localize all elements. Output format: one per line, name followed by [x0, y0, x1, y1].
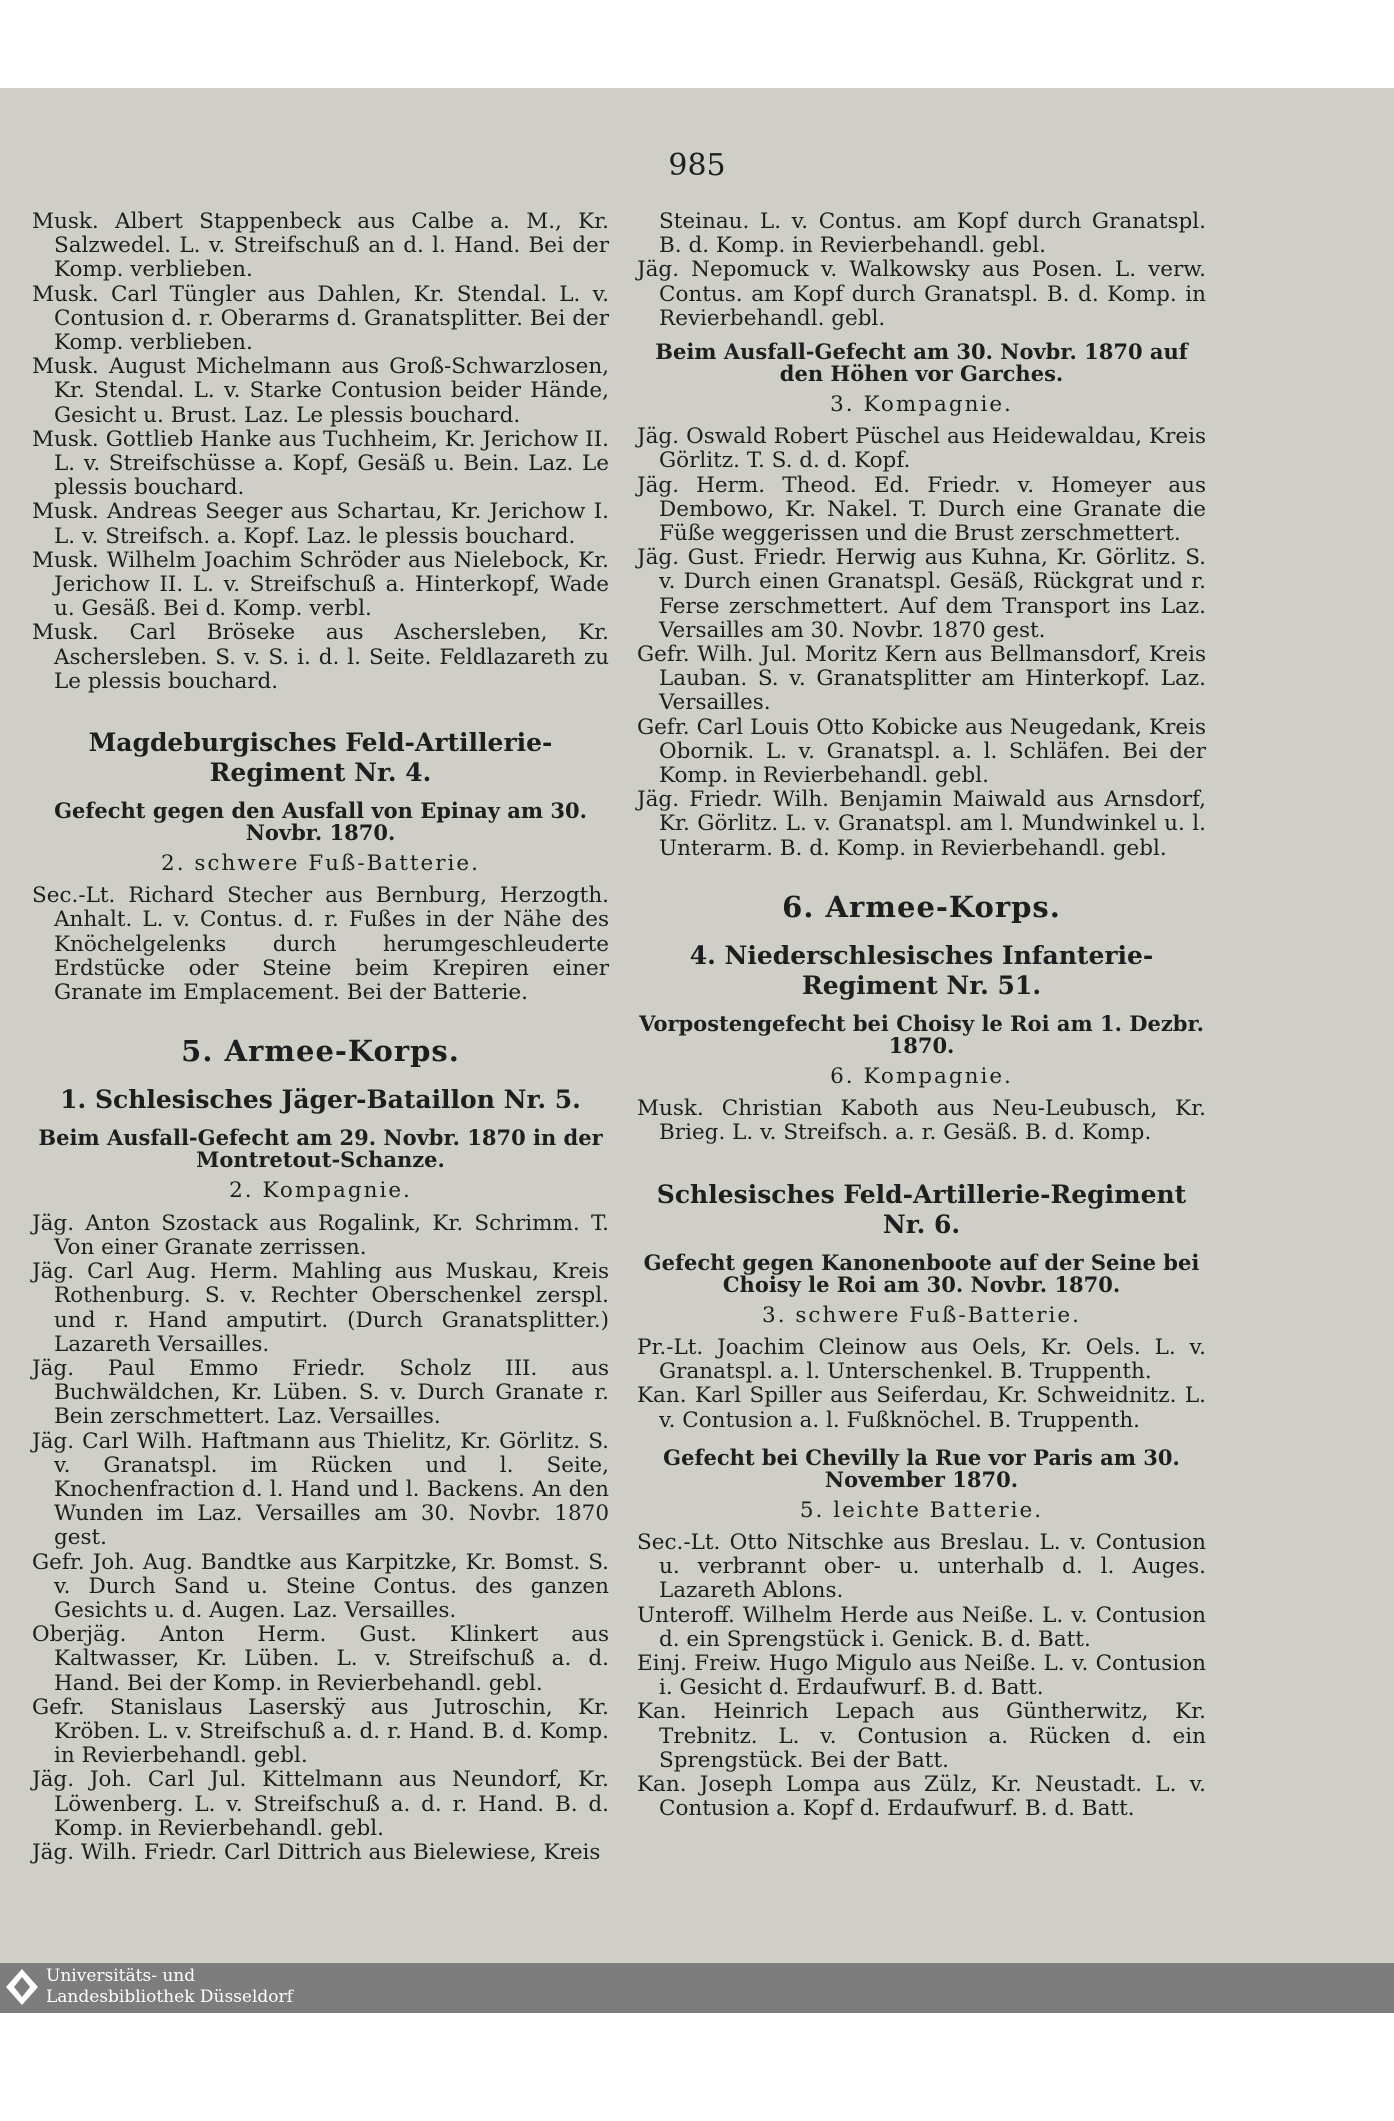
entries-top-right — [637, 210, 1206, 331]
list-item: Musk. August Michelmann aus Groß-Schwarzlosen, Kr. Stendal. L. v. Starke Contusion beider Hände, Gesicht u. Brust. Laz. Le plessis bouchard. — [32, 354, 609, 428]
list-item: Kan. Joseph Lompa aus Zülz, Kr. Neustadt. L. v. Contusion a. Kopf d. Erdaufwurf. B. d. Batt. — [637, 1771, 1206, 1822]
list-item: Musk. Carl Bröseke aus Aschersleben, Kr. Aschersleben. S. v. S. i. d. l. Seite. Feldlazareth zu Le plessis bouchard. — [32, 620, 609, 694]
list-item: Jäg. Paul Emmo Friedr. Scholz III. aus Buchwäldchen, Kr. Lüben. S. v. Durch Granate r. Bein zerschmettert. Laz. Versailles. — [32, 1355, 609, 1430]
list-item: Gefr. Wilh. Jul. Moritz Kern aus Bellmansdorf, Kreis Lauban. S. v. Granatsplitter am Hinterkopf. Laz. Versailles. — [637, 642, 1206, 716]
list-item: Sec.-Lt. Otto Nitschke aus Breslau. L. v. Contusion u. verbrannt ober- u. unterhalb d. l. Auges. Lazareth Ablons. — [637, 1529, 1206, 1604]
list-item: Pr.-Lt. Joachim Cleinow aus Oels, Kr. Oels. L. v. Granatspl. a. l. Unterschenkel. B. Truppenth. — [637, 1334, 1206, 1385]
list-item: Gefr. Stanislaus Laserskÿ aus Jutroschin, Kr. Kröben. L. v. Streifschuß a. d. r. Hand. B. d. Komp. in Revierbehandl. gebl. — [32, 1694, 609, 1769]
entries-mid-right — [637, 425, 1206, 861]
entries-top-left — [32, 210, 609, 694]
list-item: Jäg. Friedr. Wilh. Benjamin Maiwald aus Arnsdorf, Kr. Görlitz. L. v. Granatspl. am l. Mundwinkel u. l. Unterarm. B. d. Komp. in Revierbehandl. gebl. — [637, 787, 1206, 861]
regiment-heading: Schlesisches Feld-Artillerie-Regiment Nr. 6. — [656, 1179, 1187, 1239]
left-column — [32, 210, 609, 1865]
list-item: Jäg. Herm. Theod. Ed. Friedr. v. Homeyer aus Dembowo, Kr. Nakel. T. Durch eine Granate die Füße weggerissen und die Brust zerschmettert. — [637, 472, 1206, 547]
company-heading: 5. leichte Batterie. — [799, 1497, 1044, 1523]
regiment-heading: 1. Schlesisches Jäger-Bataillon Nr. 5. — [60, 1085, 581, 1115]
list-item: Musk. Albert Stappenbeck aus Calbe a. M., Kr. Salzwedel. L. v. Streifschuß an d. l. Hand. Bei der Komp. verblieben. — [32, 209, 609, 283]
list-item: Unteroff. Wilhelm Herde aus Neiße. L. v. Contusion d. ein Sprengstück i. Genick. B. d. Batt. — [637, 1602, 1206, 1652]
korps-heading: 5. Armee-Korps. — [181, 1034, 460, 1069]
library-logo-icon — [4, 1965, 40, 2009]
list-item: Musk. Carl Tüngler aus Dahlen, Kr. Stendal. L. v. Contusion d. r. Oberarms d. Granatsplitter. Bei der Komp. verblieben. — [32, 281, 609, 356]
company-heading: 6. Kompagnie. — [830, 1064, 1013, 1090]
battle-heading: Beim Ausfall-Gefecht am 29. Novbr. 1870 in der Montretout-Schanze. — [38, 1125, 603, 1173]
bottom-margin — [0, 2013, 1394, 2121]
list-item: Musk. Christian Kaboth aus Neu-Leubusch, Kr. Brieg. L. v. Streifsch. a. r. Gesäß. B. d. Komp. — [637, 1096, 1206, 1146]
list-item: Jäg. Carl Wilh. Haftmann aus Thielitz, Kr. Görlitz. S. v. Granatspl. im Rücken und l. Seite, Knochenfraction d. l. Hand und l. Backens. An den Wunden im Laz. Versailles am 30. Novbr. 1870 gest. — [32, 1428, 609, 1551]
list-item: Jäg. Oswald Robert Püschel aus Heidewaldau, Kreis Görlitz. T. S. d. d. Kopf. — [637, 424, 1206, 474]
page-number: 985 — [668, 148, 726, 183]
battle-heading: Gefecht bei Chevilly la Rue vor Paris am 30. November 1870. — [663, 1444, 1180, 1492]
company-heading: 2. Kompagnie. — [229, 1178, 412, 1204]
list-item: Jäg. Wilh. Friedr. Carl Dittrich aus Bielewiese, Kreis — [32, 1839, 601, 1865]
top-margin — [0, 0, 1394, 88]
list-item: Einj. Freiw. Hugo Migulo aus Neiße. L. v. Contusion i. Gesicht d. Erdaufwurf. B. d. Batt. — [637, 1650, 1206, 1701]
list-item: Jäg. Joh. Carl Jul. Kittelmann aus Neundorf, Kr. Löwenberg. L. v. Streifschuß a. d. r. Hand. B. d. Komp. in Revierbehandl. gebl. — [32, 1767, 609, 1841]
library-name — [46, 1966, 293, 2008]
list-item: Steinau. L. v. Contus. am Kopf durch Granatspl. B. d. Komp. in Revierbehandl. gebl. — [659, 209, 1206, 259]
list-item: Oberjäg. Anton Herm. Gust. Klinkert aus Kaltwasser, Kr. Lüben. L. v. Streifschuß a. d. Hand. Bei der Komp. in Revierbehandl. gebl. — [32, 1622, 609, 1696]
company-heading: 2. schwere Fuß-Batterie. — [161, 851, 480, 877]
korps-heading: 6. Armee-Korps. — [782, 889, 1061, 924]
battle-heading: Vorpostengefecht bei Choisy le Roi am 1. Dezbr. 1870. — [639, 1011, 1204, 1059]
entries-bottom-left — [32, 1212, 609, 1865]
list-item: Jäg. Carl Aug. Herm. Mahling aus Muskau, Kreis Rothenburg. S. v. Rechter Oberschenkel zerspl. und r. Hand amputirt. (Durch Granatsplitter.) Lazareth Versailles. — [32, 1259, 609, 1357]
list-item: Musk. Andreas Seeger aus Schartau, Kr. Jerichow I. L. v. Streifsch. a. Kopf. Laz. le plessis bouchard. — [32, 499, 609, 549]
company-heading: 3. Kompagnie. — [830, 392, 1013, 418]
battle-heading: Gefecht gegen Kanonenboote auf der Seine bei Choisy le Roi am 30. Novbr. 1870. — [643, 1249, 1200, 1297]
list-item: Gefr. Carl Louis Otto Kobicke aus Neugedank, Kreis Obornik. L. v. Granatspl. a. l. Schläfen. Bei der Komp. in Revierbehandl. gebl. — [637, 714, 1206, 789]
scanned-page — [0, 88, 1394, 1963]
battle-heading: Gefecht gegen den Ausfall von Epinay am 30. Novbr. 1870. — [54, 798, 587, 846]
library-line-1: Universitäts- und — [46, 1966, 196, 1986]
list-item: Musk. Wilhelm Joachim Schröder aus Nielebock, Kr. Jerichow II. L. v. Streifschuß a. Hinterkopf, Wade u. Gesäß. Bei d. Komp. verbl. — [32, 547, 609, 622]
battle-heading: Beim Ausfall-Gefecht am 30. Novbr. 1870 auf den Höhen vor Garches. — [655, 339, 1188, 387]
company-heading: 3. schwere Fuß-Batterie. — [762, 1302, 1081, 1328]
list-item: Jäg. Nepomuck v. Walkowsky aus Posen. L. verw. Contus. am Kopf durch Granatspl. B. d. Komp. in Revierbehandl. gebl. — [637, 257, 1206, 331]
list-item: Jäg. Gust. Friedr. Herwig aus Kuhna, Kr. Görlitz. S. v. Durch einen Granatspl. Gesäß, Rückgrat und r. Ferse zerschmettert. Auf dem Transport ins Laz. Versailles am 30. Novbr. 1870 gest. — [637, 545, 1206, 643]
list-item: Gefr. Joh. Aug. Bandtke aus Karpitzke, Kr. Bomst. S. v. Durch Sand u. Steine Contus. des ganzen Gesichts u. d. Augen. Laz. Versailles. — [32, 1549, 609, 1623]
right-column — [637, 210, 1206, 1821]
list-item: Musk. Gottlieb Hanke aus Tuchheim, Kr. Jerichow II. L. v. Streifschüsse a. Kopf, Gesäß u. Bein. Laz. Le plessis bouchard. — [32, 426, 609, 501]
list-item: Kan. Karl Spiller aus Seiferdau, Kr. Schweidnitz. L. v. Contusion a. l. Fußknöchel. B. Truppenth. — [637, 1383, 1206, 1433]
regiment-heading: Magdeburgisches Feld-Artillerie-Regiment Nr. 4. — [88, 728, 553, 788]
list-item: Sec.-Lt. Richard Stecher aus Bernburg, Herzogth. Anhalt. L. v. Contus. d. r. Fußes in der Nähe des Knöchelgelenks durch herumgeschleuderte Erdstücke oder Steine beim Krepiren einer Granate im Emplacement. Bei der Batterie. — [32, 883, 609, 1006]
regiment-heading: 4. Niederschlesisches Infanterie-Regiment Nr. 51. — [689, 941, 1154, 1001]
list-item: Jäg. Anton Szostack aus Rogalink, Kr. Schrimm. T. Von einer Granate zerrissen. — [32, 1210, 609, 1260]
library-line-2: Landesbibliothek Düsseldorf — [46, 1987, 293, 2007]
entries-bottom-right — [637, 1531, 1206, 1821]
list-item: Kan. Heinrich Lepach aus Güntherwitz, Kr. Trebnitz. L. v. Contusion a. Rücken d. ein Sprengstück. Bei der Batt. — [637, 1699, 1206, 1773]
